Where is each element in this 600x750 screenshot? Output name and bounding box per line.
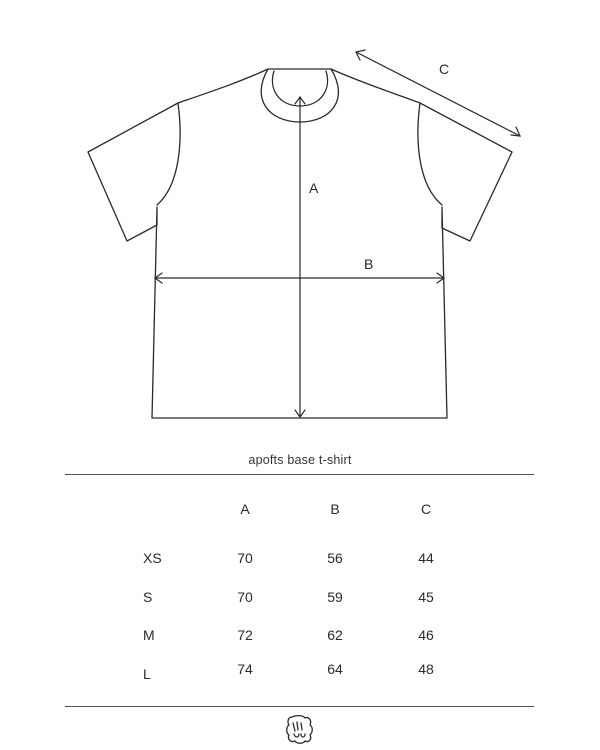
table-cell: 72: [237, 627, 253, 643]
table-cell: 70: [237, 550, 253, 566]
right-armhole: [418, 103, 442, 205]
table-cell: 64: [327, 661, 343, 677]
table-cell: 59: [327, 589, 343, 605]
row-size-label: XS: [143, 550, 162, 566]
dimension-a-arrow: [295, 97, 305, 417]
row-size-label: M: [143, 627, 155, 643]
left-armhole: [157, 103, 180, 205]
dimension-a-label: A: [309, 180, 319, 196]
product-title: apofts base t-shirt: [248, 453, 352, 467]
table-bottom-divider: [65, 706, 534, 707]
row-size-label: L: [143, 666, 151, 682]
brand-logo-icon: [283, 713, 315, 745]
dimension-c-arrow: [356, 50, 520, 136]
table-cell: 44: [418, 550, 434, 566]
column-header-a: A: [240, 501, 250, 517]
table-cell: 46: [418, 627, 434, 643]
table-top-divider: [65, 474, 534, 475]
table-cell: 45: [418, 589, 434, 605]
table-cell: 74: [237, 661, 253, 677]
table-cell: 56: [327, 550, 343, 566]
dimension-c-label: C: [439, 61, 450, 77]
table-cell: 48: [418, 661, 434, 677]
column-header-b: B: [330, 501, 340, 517]
table-cell: 62: [327, 627, 343, 643]
dimension-b-label: B: [364, 256, 374, 272]
row-size-label: S: [143, 589, 153, 605]
column-header-c: C: [420, 501, 432, 517]
table-cell: 70: [237, 589, 253, 605]
